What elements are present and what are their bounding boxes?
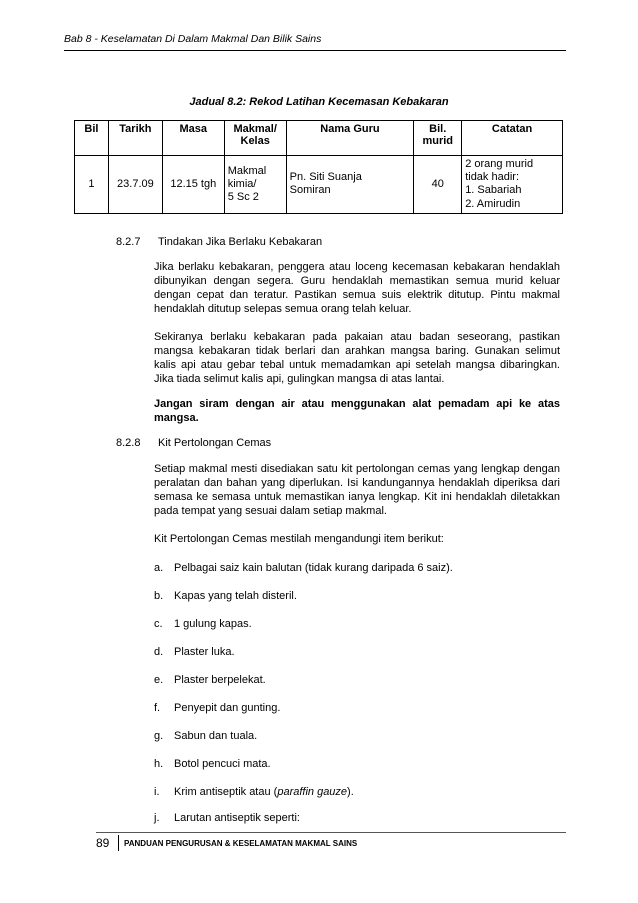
paragraph-fire-alarm: Jika berlaku kebakaran, penggera atau loceng kecemasan kebakaran hendaklah dibunyikan dengan segera. Guru hendaklah memastikan semua murid keluar dengan cepat dan teratur. Pastikan semua suis elektrik ditutup. Pintu makmal hendaklah ditutup selepas semua orang telah keluar. — [154, 261, 560, 315]
cell-bil: 1 — [75, 156, 109, 214]
table-caption: Jadual 8.2: Rekod Latihan Kecemasan Kebakaran — [189, 96, 449, 108]
list-item: d. Plaster luka. — [154, 646, 235, 658]
list-item: e. Plaster berpelekat. — [154, 674, 266, 686]
list-item: h. Botol pencuci mata. — [154, 758, 271, 770]
cell-masa: 12.15 tgh — [162, 156, 224, 214]
list-item: i. Krim antiseptik atau (paraffin gauze). — [154, 786, 354, 798]
table-row — [75, 156, 563, 214]
cell-makmal: Makmal kimia/ 5 Sc 2 — [224, 156, 286, 214]
footer-rule — [96, 832, 566, 833]
cell-bil-murid: 40 — [414, 156, 462, 214]
col-header-nama-guru: Nama Guru — [286, 121, 414, 156]
cell-nama-guru: Pn. Siti Suanja Somiran — [286, 156, 414, 214]
list-item: b. Kapas yang telah disteril. — [154, 590, 297, 602]
section-heading-827 — [116, 236, 322, 248]
chapter-header: Bab 8 - Keselamatan Di Dalam Makmal Dan Bilik Sains — [64, 33, 322, 45]
section-title: Kit Pertolongan Cemas — [158, 437, 272, 449]
fire-drill-record-table — [74, 120, 563, 214]
col-header-tarikh: Tarikh — [108, 121, 162, 156]
list-item: f. Penyepit dan gunting. — [154, 702, 281, 714]
header-rule — [64, 50, 566, 51]
col-header-makmal: Makmal/ Kelas — [224, 121, 286, 156]
table-header-row — [75, 121, 563, 156]
list-intro: Kit Pertolongan Cemas mestilah mengandungi item berikut: — [154, 533, 444, 545]
list-item: c. 1 gulung kapas. — [154, 618, 252, 630]
col-header-masa: Masa — [162, 121, 224, 156]
col-header-bil: Bil — [75, 121, 109, 156]
list-item: g. Sabun dan tuala. — [154, 730, 258, 742]
paragraph-first-aid-kit: Setiap makmal mesti disediakan satu kit pertolongan cemas yang lengkap dengan peralatan dan bahan yang diperlukan. Isi kandungannya hendaklah diperiksa dari semasa ke semasa untuk memastikan ianya lengkap. Kit ini hendaklah diletakkan pada tempat yang sesuai dalam setiap makmal. — [154, 463, 560, 517]
footer-divider — [118, 835, 119, 851]
section-number: 8.2.8 — [116, 437, 141, 449]
cell-tarikh: 23.7.09 — [108, 156, 162, 214]
warning-text: Jangan siram dengan air atau menggunakan alat pemadam api ke atas mangsa. — [154, 398, 560, 424]
section-heading-828 — [116, 437, 271, 449]
col-header-bil-murid: Bil. murid — [414, 121, 462, 156]
section-title: Tindakan Jika Berlaku Kebakaran — [158, 236, 323, 248]
list-item: a. Pelbagai saiz kain balutan (tidak kurang daripada 6 saiz). — [154, 562, 453, 574]
footer-title: PANDUAN PENGURUSAN & KESELAMATAN MAKMAL SAINS — [124, 839, 358, 848]
list-item: j. Larutan antiseptik seperti: — [154, 812, 300, 824]
paragraph-clothing-fire: Sekiranya berlaku kebakaran pada pakaian atau badan seseorang, pastikan mangsa kebakaran tidak berlari dan arahkan mangsa baring. Gunakan selimut kalis api atau gebar tebal untuk memadamkan api setelah mangsa dibaringkan. Jika tiada selimut kalis api, gulingkan mangsa di atas lantai. — [154, 331, 560, 385]
col-header-catatan: Catatan — [462, 121, 563, 156]
page-number: 89 — [96, 836, 110, 850]
cell-catatan: 2 orang murid tidak hadir: 1. Sabariah 2. Amirudin — [462, 156, 563, 214]
section-number: 8.2.7 — [116, 236, 141, 248]
